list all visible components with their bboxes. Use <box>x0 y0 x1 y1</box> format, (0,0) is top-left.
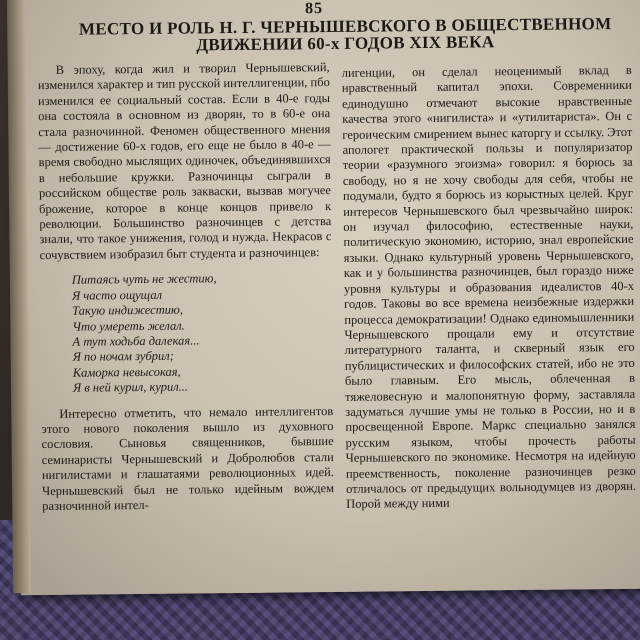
poem-line: Я по ночам зубрил; <box>72 348 174 365</box>
poem-line: Я часто ощущал <box>71 287 163 303</box>
poem-line: А тут ходьба далекая... <box>72 333 200 349</box>
chapter-title-line-2: ДВИЖЕНИИ 60-х ГОДОВ XIX ВЕКА <box>196 32 495 55</box>
left-paragraph-2: Интересно отметить, что немало интеллигентов этого нового поколения вышло из духовного сословия. Сыновья священников, бывшие семинаристы Чернышевский и Добролюбов стали нигилистами и глашатаями революционных идей. Чернышевский был не только идейным вождем разночинной интел- <box>41 403 335 514</box>
right-column <box>342 63 637 513</box>
chapter-title-line-1: МЕСТО И РОЛЬ Н. Г. ЧЕРНЫШЕВСКОГО В ОБЩЕСТВЕННОМ <box>78 14 612 39</box>
book-spine <box>7 0 31 593</box>
poem-line: Такую индижестию, <box>72 302 183 318</box>
left-column <box>38 60 335 514</box>
nekrasov-poem <box>72 270 333 396</box>
poem-line: Питаясь чуть не жестию, <box>71 271 217 288</box>
poem-line: Каморка невысокая, <box>72 364 181 380</box>
right-paragraph-1: лигенции, он сделал неоценимый вклад в нравственный капитал эпохи. Современники единодушно отмечают высокие нравственные качества этого «нигилиста» и «утилитариста». Он с героическим смирением вынес каторгу и ссылку. Этот апологет практической пользы и популяризатор теории «разумного эгоизма» говорил: я борюсь за свободу, но я не хочу свободы для себя, чтобы не подумали, будто я борюсь из корыстных целей. Круг интересов Чернышевского был чрезвычайно широк: он изучал философию, естественные науки, политическую экономию, историю, знал европейские языки. Однако культурный уровень Чернышевского, как и у большинства разночинцев, был гораздо ниже уровня культуры и образования идеалистов 40-х годов. Таковы во все времена неизбежные издержки процесса демократизации! Однако единомышленники Чернышевского прощали ему и отсутствие литературного таланта, и скверный язык его публицистических и философских статей, ибо не это было главным. Его мысль, облеченная в тяжеловесную и малопонятную форму, заставляла задуматься лучшие умы не только в России, но и в просвещенной Европе. Маркс специально занялся русским языком, чтобы прочесть работы Чернышевского по экономике. Несмотря на идейную преемственность, поколение разночинцев резко отличалось от предыдущих вольнодумцев из дворян. Порой между ними <box>341 62 637 512</box>
book-page <box>15 0 640 595</box>
left-paragraph-1: В эпоху, когда жил и творил Чернышевский, изменился характер и тип русской интеллигенции, пбо изменился ее социальный состав. Если в 40-е годы она состояла в основном из дворян, то в 60-е она стала разночинной. Феномен общественного мнения — достижение 60-х годов, его еще не было в 40-е — время свободно мыслящих одиночек, объединявшихся в небольшие кружки. Разночинцы сыграли в российском обществе роль закваски, вызвав могучее брожение, которое в конце концов привело к революции. Большинство разночинцев с детства знали, что такое унижения, голод и нужда. Некрасов с сочувствием изобразил быт студента и разночинцев: <box>37 60 332 262</box>
poem-line: Я в ней курил, курил... <box>72 379 189 395</box>
chapter-title <box>65 15 625 55</box>
page-number: 85 <box>304 0 324 18</box>
poem-line: Что умереть желал. <box>72 318 185 334</box>
